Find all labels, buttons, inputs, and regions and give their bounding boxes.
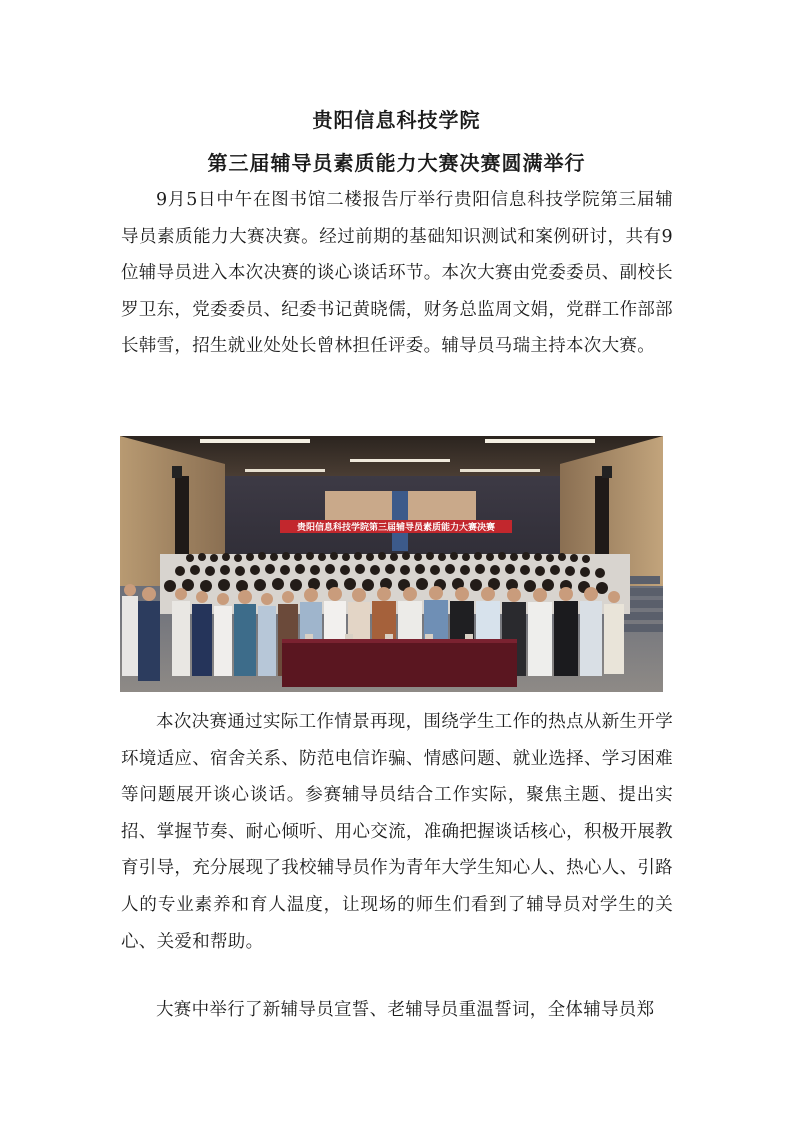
paragraph-intro: 9月5日中午在图书馆二楼报告厅举行贵阳信息科技学院第三届辅导员素质能力大赛决赛。经过前期的基础知识测试和案例研讨，共有9位辅导员进入本次决赛的谈心谈话环节。本次大赛由党委委员、副校长罗卫东，党委委员、纪委书记黄晓儒，财务总监周文娟，党群工作部部长韩雪，招生就业处处长曾林担任评委。辅导员马瑞主持本次大赛。 — [121, 190, 673, 357]
event-group-photo — [120, 436, 663, 692]
banner-text: 贵阳信息科技学院第三届辅导员素质能力大赛决赛 — [296, 523, 496, 533]
document-subtitle: 第三届辅导员素质能力大赛决赛圆满举行 — [207, 151, 586, 175]
paragraph-continued: 大赛中举行了新辅导员宣誓、老辅导员重温誓词，全体辅导员郑 — [156, 1000, 655, 1020]
document-title: 贵阳信息科技学院 — [312, 108, 481, 132]
paragraph-body: 本次决赛通过实际工作情景再现，围绕学生工作的热点从新生开学环境适应、宿舍关系、防范电信诈骗、情感问题、就业选择、学习困难等问题展开谈心谈话。参赛辅导员结合工作实际，聚焦主题、提出实招、掌握节奏、耐心倾听、用心交流，准确把握谈话核心，积极开展教育引导，充分展现了我校辅导员作为青年大学生知心人、热心人、引路人的专业素养和育人温度，让现场的师生们看到了辅导员对学生的关心、关爱和帮助。 — [121, 712, 673, 952]
